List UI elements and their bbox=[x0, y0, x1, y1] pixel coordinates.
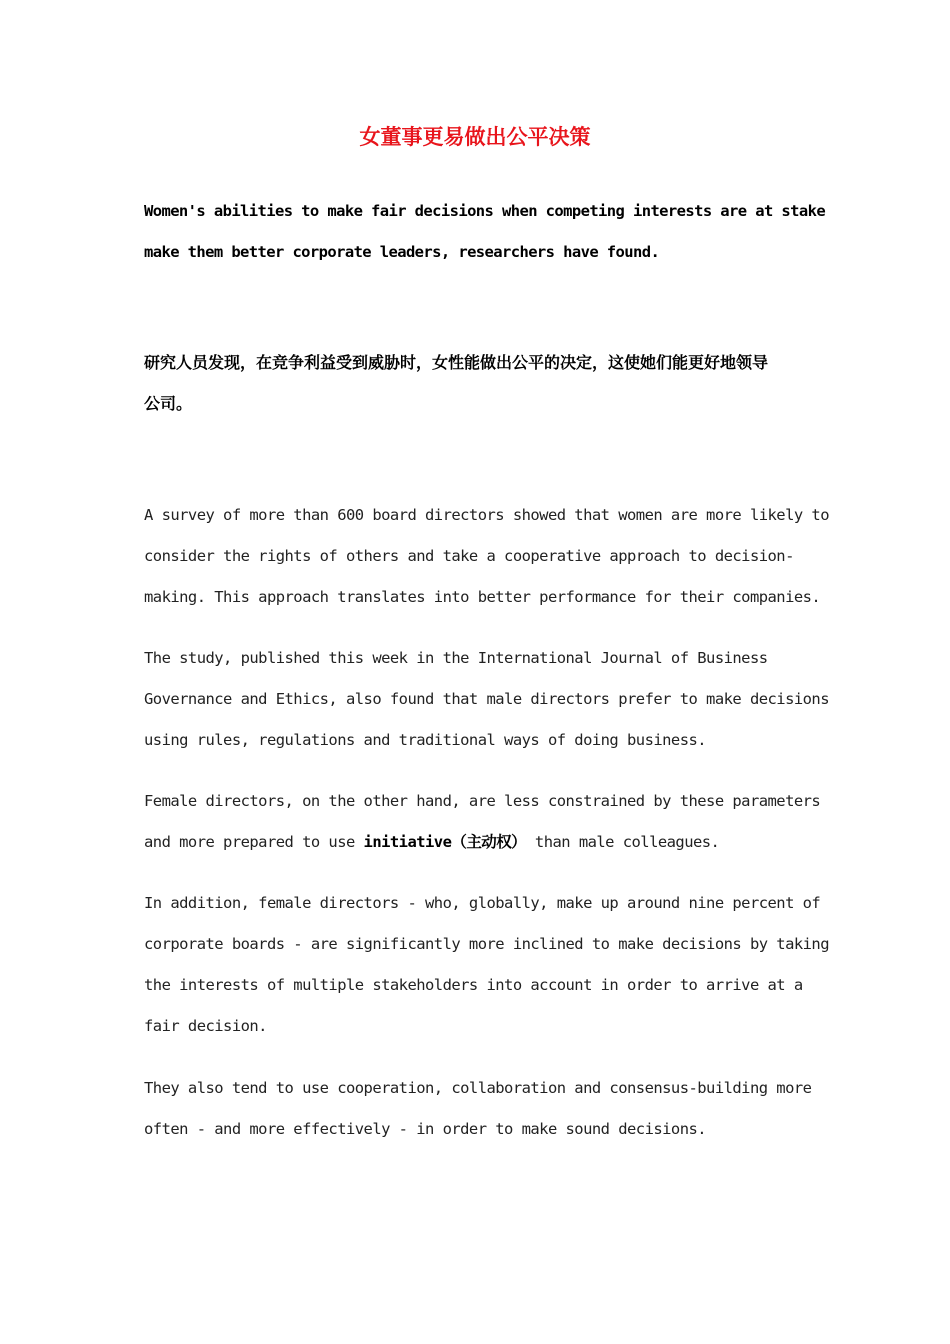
paragraph-line: corporate boards - are significantly more inclined to make decisions by taking bbox=[144, 935, 829, 953]
lead-chinese bbox=[144, 342, 824, 424]
paragraph-line: using rules, regulations and traditional ways of doing business. bbox=[144, 731, 707, 749]
paragraph-line: fair decision. bbox=[144, 1017, 267, 1035]
paragraph-text: and more prepared to use bbox=[144, 833, 364, 851]
paragraph-text: than male colleagues. bbox=[526, 833, 720, 851]
paragraph-female-directors bbox=[144, 781, 824, 863]
paragraph-survey bbox=[144, 495, 829, 618]
page-title: 女董事更易做出公平决策 bbox=[359, 125, 591, 149]
paragraph-line: the interests of multiple stakeholders into account in order to arrive at a bbox=[144, 976, 803, 994]
paragraph-line: often - and more effectively - in order to make sound decisions. bbox=[144, 1120, 707, 1138]
paragraph-line: The study, published this week in the International Journal of Business bbox=[144, 649, 768, 667]
paragraph-line: A survey of more than 600 board directors showed that women are more likely to bbox=[144, 506, 829, 524]
lead-english-line-2: make them better corporate leaders, researchers have found. bbox=[144, 243, 660, 261]
lead-english bbox=[144, 191, 824, 273]
lead-chinese-line-2: 公司。 bbox=[144, 394, 193, 413]
paragraph-line: Female directors, on the other hand, are less constrained by these parameters bbox=[144, 792, 821, 810]
paragraph-line: consider the rights of others and take a cooperative approach to decision- bbox=[144, 547, 794, 565]
paragraph-line bbox=[144, 822, 824, 863]
glossed-term: initiative（主动权） bbox=[363, 833, 527, 851]
paragraph-cooperation bbox=[144, 1068, 824, 1150]
lead-english-line-1: Women's abilities to make fair decisions when competing interests are at stake bbox=[144, 202, 826, 220]
paragraph-line: Governance and Ethics, also found that male directors prefer to make decisions bbox=[144, 690, 829, 708]
paragraph-in-addition bbox=[144, 883, 829, 1047]
paragraph-study bbox=[144, 638, 829, 761]
paragraph-line: They also tend to use cooperation, collaboration and consensus-building more bbox=[144, 1079, 812, 1097]
paragraph-line: In addition, female directors - who, globally, make up around nine percent of bbox=[144, 894, 821, 912]
lead-chinese-line-1: 研究人员发现，在竞争利益受到威胁时，女性能做出公平的决定，这使她们能更好地领导 bbox=[144, 353, 769, 372]
paragraph-line: making. This approach translates into better performance for their companies. bbox=[144, 588, 821, 606]
